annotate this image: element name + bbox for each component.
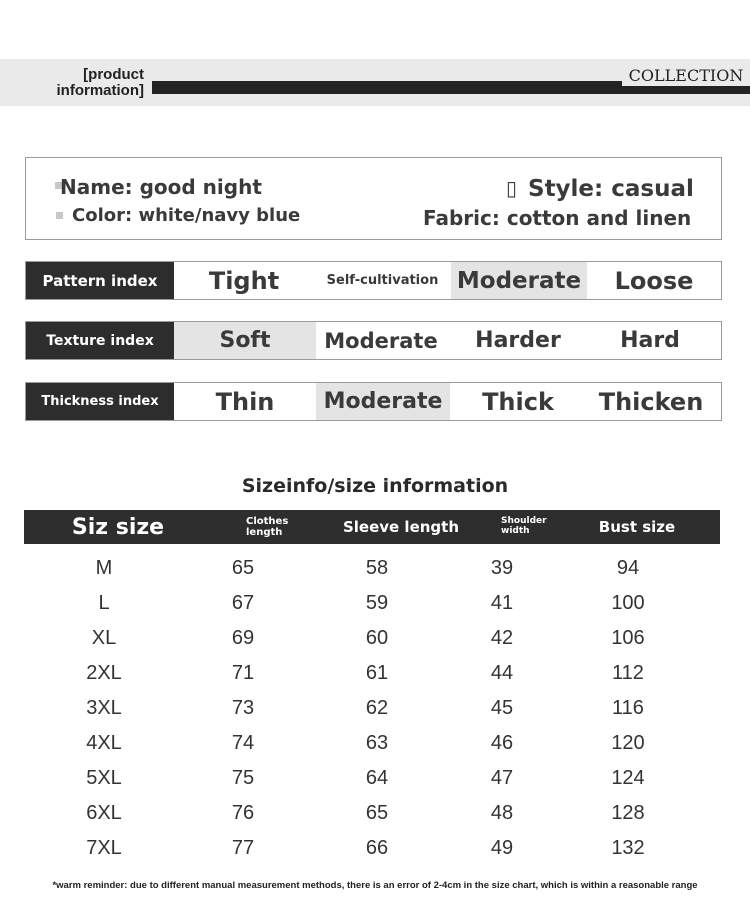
table-cell: L [98, 592, 110, 614]
table-cell: 128 [611, 802, 645, 824]
product-information-label [20, 67, 144, 99]
table-cell: 48 [490, 802, 514, 824]
table-cell: 46 [490, 732, 514, 754]
table-cell: 74 [231, 732, 255, 754]
table-cell: 77 [231, 837, 255, 859]
texture-option-soft-selected: Soft [174, 322, 316, 359]
product-label-line1: [product [83, 66, 144, 83]
table-cell: 116 [612, 697, 644, 719]
table-cell: 49 [490, 837, 514, 859]
texture-index-row [25, 321, 722, 360]
header-shoulder-line1: Shoulder [501, 516, 547, 526]
texture-option-hard: Hard [620, 328, 680, 353]
table-cell: 76 [231, 802, 255, 824]
thickness-option-thick: Thick [482, 387, 554, 416]
pattern-option-self-cultivation: Self-cultivation [326, 273, 439, 288]
texture-option-moderate: Moderate [324, 328, 438, 353]
table-row [24, 726, 720, 761]
header-clothes-length-line2: length [246, 527, 283, 538]
pattern-option-moderate-selected: Moderate [451, 262, 587, 299]
header-divider-bar-right [622, 86, 750, 94]
table-cell: M [95, 557, 113, 579]
table-row [24, 691, 720, 726]
table-cell: 2XL [86, 662, 122, 684]
pattern-option-loose: Loose [614, 266, 694, 295]
table-row [24, 586, 720, 621]
table-cell: 3XL [86, 697, 122, 719]
table-cell: 60 [365, 627, 389, 649]
size-table-header [24, 510, 720, 544]
product-fabric: Fabric: cotton and linen [423, 206, 692, 230]
bullet-square-icon [56, 212, 63, 219]
table-cell: 47 [490, 767, 514, 789]
size-chart-title: Sizeinfo/size information [241, 475, 509, 497]
table-cell: 6XL [86, 802, 122, 824]
product-style: Style: casual [528, 176, 694, 202]
header-divider-bar [152, 81, 622, 94]
table-row [24, 621, 720, 656]
thickness-index-label: Thickness index [26, 383, 174, 420]
table-row [24, 831, 720, 866]
pattern-option-tight: Tight [208, 266, 280, 295]
header-clothes-length-line1: Clothes [246, 516, 289, 527]
table-cell: 69 [231, 627, 255, 649]
table-cell: 39 [490, 557, 514, 579]
table-cell: 71 [231, 662, 255, 684]
table-cell: 94 [616, 557, 640, 579]
table-cell: 112 [612, 662, 644, 684]
table-row [24, 796, 720, 831]
table-cell: 67 [231, 592, 255, 614]
table-cell: 7XL [86, 837, 122, 859]
table-cell: 41 [490, 592, 514, 614]
table-cell: 73 [231, 697, 255, 719]
table-cell: 5XL [86, 767, 122, 789]
product-name: Name: good night [60, 175, 262, 199]
table-cell: 100 [611, 592, 645, 614]
header-shoulder-line2: width [501, 526, 530, 536]
table-cell: 42 [490, 627, 514, 649]
thickness-option-thin: Thin [215, 387, 275, 416]
table-row [24, 551, 720, 586]
warm-reminder-note: *warm reminder: due to different manual measurement methods, there is an error of 2-4cm in the size chart, which is within a reasonable range [52, 880, 698, 891]
table-cell: 59 [365, 592, 389, 614]
thickness-option-thicken: Thicken [598, 387, 704, 416]
table-cell: 106 [611, 627, 645, 649]
table-row [24, 761, 720, 796]
pattern-index-label: Pattern index [26, 262, 174, 299]
table-cell: 124 [611, 767, 645, 789]
collection-label: COLLECTION [628, 66, 744, 85]
table-cell: 65 [365, 802, 389, 824]
table-cell: 58 [365, 557, 389, 579]
table-cell: 64 [365, 767, 389, 789]
table-cell: 132 [611, 837, 645, 859]
table-cell: 44 [490, 662, 514, 684]
table-cell: 4XL [86, 732, 122, 754]
product-color: Color: white/navy blue [72, 205, 301, 226]
header-size: Siz size [71, 514, 165, 540]
texture-option-harder: Harder [475, 328, 561, 353]
texture-index-label: Texture index [26, 322, 174, 359]
table-cell: 61 [365, 662, 389, 684]
pattern-index-row [25, 261, 722, 300]
table-row [24, 656, 720, 691]
header-bust-size: Bust size [598, 518, 676, 536]
table-cell: 65 [231, 557, 255, 579]
table-cell: 62 [365, 697, 389, 719]
thickness-index-row [25, 382, 722, 421]
table-cell: 63 [365, 732, 389, 754]
table-cell: 75 [231, 767, 255, 789]
header-sleeve-length: Sleeve length [342, 518, 460, 536]
header-clothes-length [246, 510, 316, 544]
table-cell: 120 [611, 732, 645, 754]
thickness-option-moderate-selected: Moderate [316, 383, 450, 420]
table-cell: XL [91, 627, 117, 649]
product-label-line2: information] [56, 82, 144, 99]
table-cell: 45 [490, 697, 514, 719]
table-cell: 66 [365, 837, 389, 859]
header-shoulder-width [501, 510, 557, 544]
style-icon: ▯ [506, 176, 518, 200]
